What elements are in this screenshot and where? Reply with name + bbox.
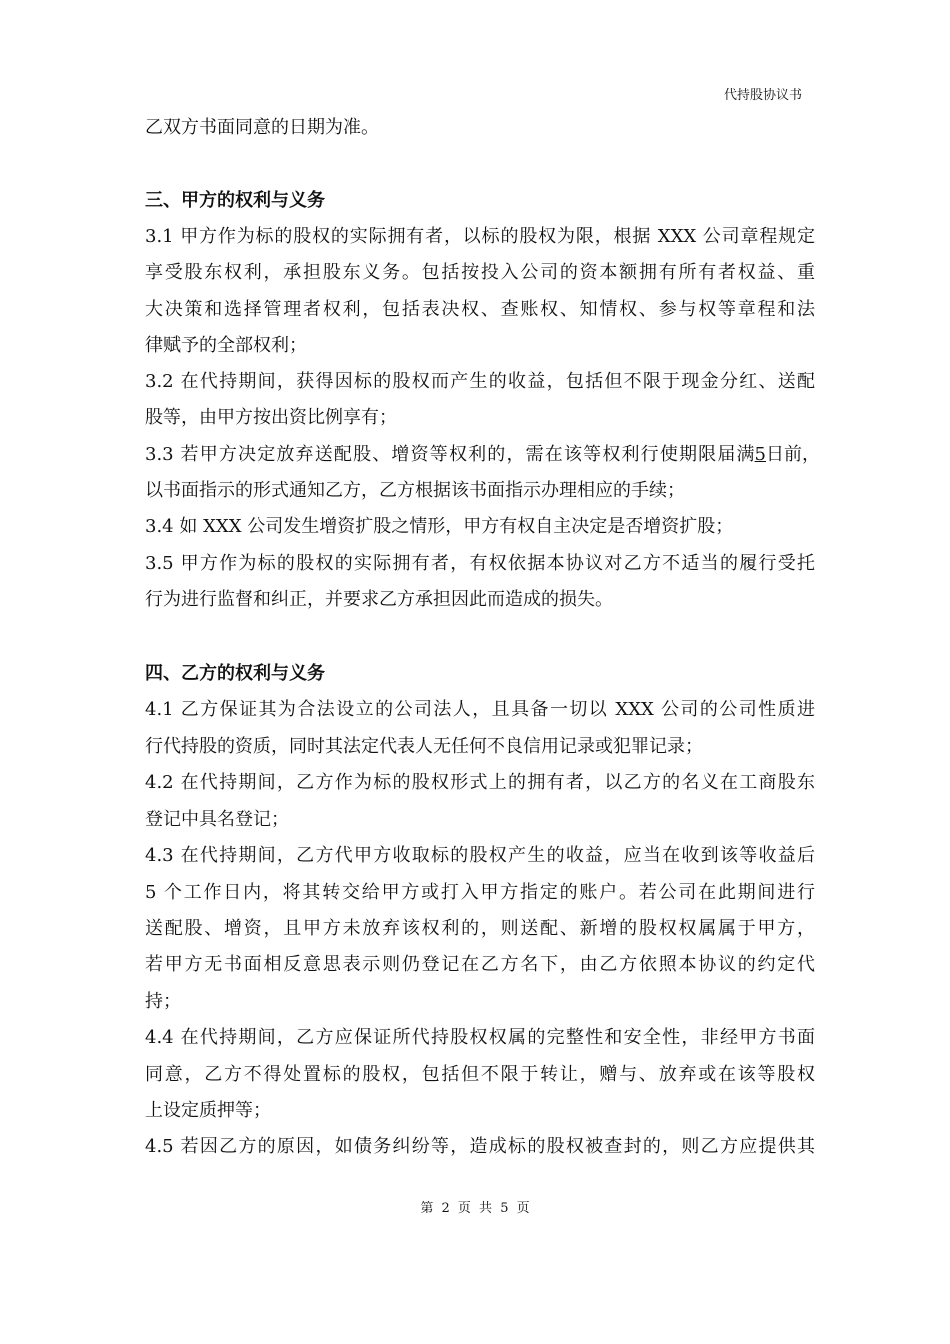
paragraph-line: 同意，乙方不得处置标的股权，包括但不限于转让，赠与、放弃或在该等股权 <box>145 1064 815 1085</box>
clause-text: 日前， <box>766 444 820 465</box>
paragraph-line: 行为进行监督和纠正，并要求乙方承担因此而造成的损失。 <box>145 589 613 610</box>
paragraph-line: 4.3 在代持期间，乙方代甲方收取标的股权产生的收益，应当在收到该等收益后 <box>145 845 815 866</box>
paragraph-line: 4.1 乙方保证其为合法设立的公司法人，且具备一切以 XXX 公司的公司性质进 <box>145 699 815 720</box>
paragraph-line: 3.4 如 XXX 公司发生增资扩股之情形，甲方有权自主决定是否增资扩股； <box>145 516 734 537</box>
days-value: 5 <box>754 444 766 465</box>
paragraph-line: 享受股东权利，承担股东义务。包括按投入公司的资本额拥有所有者权益、重 <box>145 262 815 283</box>
paragraph-line: 4.2 在代持期间，乙方作为标的股权形式上的拥有者，以乙方的名义在工商股东 <box>145 772 815 793</box>
paragraph-line: 登记中具名登记； <box>145 809 289 830</box>
paragraph-line: 大决策和选择管理者权利，包括表决权、查账权、知情权、参与权等章程和法 <box>145 299 815 320</box>
clause-text: 3.3 若甲方决定放弃送配股、增资等权利的，需在该等权利行使期限届满 <box>145 444 755 465</box>
paragraph-line: 4.5 若因乙方的原因，如债务纠纷等，造成标的股权被查封的，则乙方应提供其 <box>145 1136 815 1157</box>
running-header: 代持股协议书 <box>723 88 802 103</box>
paragraph-line: 股等，由甲方按出资比例享有； <box>145 407 397 428</box>
paragraph-line <box>145 442 820 468</box>
paragraph-line: 5 个工作日内，将其转交给甲方或打入甲方指定的账户。若公司在此期间进行 <box>145 882 815 903</box>
section-heading: 四、乙方的权利与义务 <box>145 663 325 684</box>
page-number-footer: 第 2 页 共 5 页 <box>420 1201 530 1216</box>
paragraph-line: 若甲方无书面相反意思表示则仍登记在乙方名下，由乙方依照本协议的约定代 <box>145 954 815 975</box>
paragraph-line: 4.4 在代持期间，乙方应保证所代持股权权属的完整性和安全性，非经甲方书面 <box>145 1027 815 1048</box>
paragraph-line: 持； <box>145 991 181 1012</box>
paragraph-line: 送配股、增资，且甲方未放弃该权利的，则送配、新增的股权权属属于甲方， <box>145 918 815 939</box>
paragraph-line: 律赋予的全部权利； <box>145 335 307 356</box>
paragraph-line: 3.2 在代持期间，获得因标的股权而产生的收益，包括但不限于现金分红、送配 <box>145 371 815 392</box>
section-heading: 三、甲方的权利与义务 <box>145 190 325 211</box>
paragraph-line: 乙双方书面同意的日期为准。 <box>145 117 379 138</box>
paragraph-line: 行代持股的资质，同时其法定代表人无任何不良信用记录或犯罪记录； <box>145 736 703 757</box>
paragraph-line: 3.1 甲方作为标的股权的实际拥有者，以标的股权为限，根据 XXX 公司章程规定 <box>145 226 815 247</box>
paragraph-line: 上设定质押等； <box>145 1100 271 1121</box>
paragraph-line: 以书面指示的形式通知乙方，乙方根据该书面指示办理相应的手续； <box>145 480 685 501</box>
paragraph-line: 3.5 甲方作为标的股权的实际拥有者，有权依据本协议对乙方不适当的履行受托 <box>145 553 815 574</box>
